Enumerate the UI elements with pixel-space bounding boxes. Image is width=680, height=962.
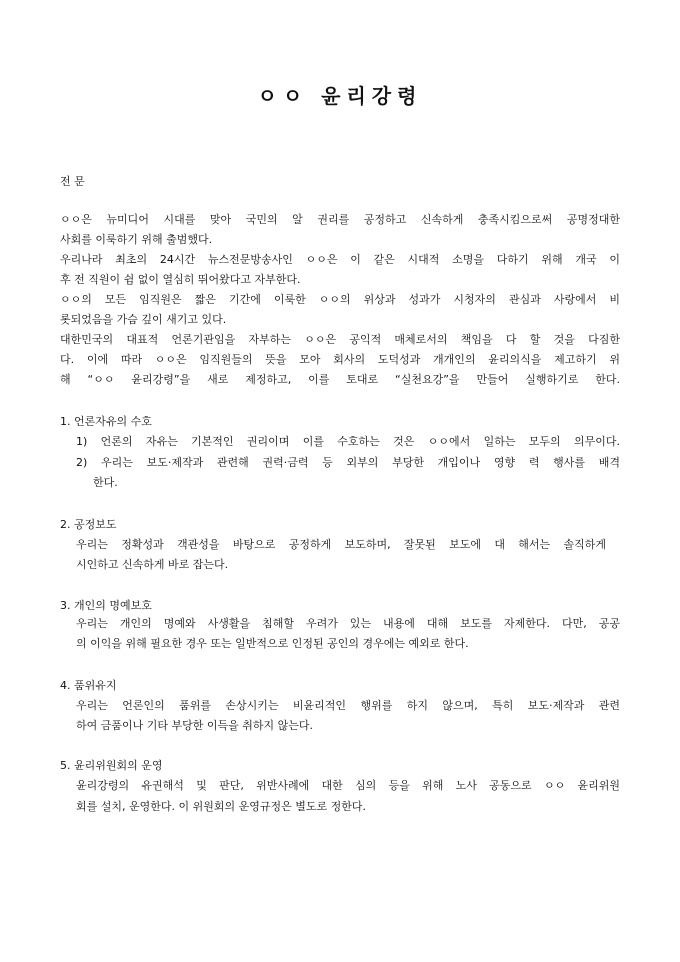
preamble-line: ㅇㅇ은 뉴미디어 시대를 맞아 국민의 알 권리를 공정하고 신속하게 충족시킴으로써 공명정대한 (60, 213, 620, 226)
section-line: 윤리강령의 유권해석 및 판단, 위반사례에 대한 심의 등을 위해 노사 공동으로 ㅇㅇ 윤리위원 (76, 779, 620, 792)
section-line: 우리는 정확성과 객관성을 바탕으로 공정하게 보도하며, 잘못된 보도에 대 해서는 솔직하게 (76, 538, 606, 551)
preamble-line: 해 “ㅇㅇ 윤리강령”을 새로 제정하고, 이를 토대로 “실천요강”을 만들어 실행하기로 한다. (60, 373, 620, 386)
section-heading: 1. 언론자유의 수호 (60, 415, 152, 428)
section-line: 1) 언론의 자유는 기본적인 권리이며 이를 수호하는 것은 ㅇㅇ에서 일하는 모두의 의무이다. (76, 435, 620, 448)
preamble-line: 대한민국의 대표적 언론기관임을 자부하는 ㅇㅇ은 공익적 매체로서의 책임을 다 할 것을 다짐한 (60, 333, 620, 346)
preamble-line: ㅇㅇ의 모든 임직원은 짧은 기간에 이룩한 ㅇㅇ의 위상과 성과가 시청자의 관심과 사랑에서 비 (60, 293, 620, 306)
section-heading: 3. 개인의 명예보호 (60, 599, 152, 612)
section-heading: 4. 품위유지 (60, 679, 117, 692)
preamble-line: 우리나라 최초의 24시간 뉴스전문방송사인 ㅇㅇ은 이 같은 시대적 소명을 다하기 위해 개국 이 (60, 253, 620, 266)
section-line: 2) 우리는 보도·제작과 관련해 권력·금력 등 외부의 부당한 개입이나 영향 력 행사를 배격 (76, 456, 620, 469)
preamble-heading: 전 문 (60, 175, 85, 188)
preamble-line: 롯되었음을 가슴 깊이 새기고 있다. (60, 313, 227, 326)
section-line: 우리는 개인의 명예와 사생활을 침해할 우려가 있는 내용에 대해 보도를 자제한다. 다만, 공공 (76, 617, 620, 630)
section-line: 의 이익을 위해 필요한 경우 또는 일반적으로 인정된 공인의 경우에는 예외로 한다. (76, 637, 469, 650)
section-line: 하여 금품이나 기타 부당한 이득을 취하지 않는다. (76, 719, 313, 732)
preamble-line: 후 전 직원이 쉼 없이 열심히 뛰어왔다고 자부한다. (60, 273, 301, 286)
preamble-line: 사회를 이룩하기 위해 출범했다. (60, 233, 213, 246)
section-heading: 2. 공정보도 (60, 518, 117, 531)
section-line: 회를 설치, 운영한다. 이 위원회의 운영규정은 별도로 정한다. (76, 800, 366, 813)
preamble-line: 다. 이에 따라 ㅇㅇ은 임직원들의 뜻을 모아 회사의 도덕성과 개개인의 윤리의식을 제고하기 위 (60, 353, 620, 366)
section-line: 시인하고 신속하게 바로 잡는다. (76, 558, 229, 571)
document-title: ㅇㅇ 윤리강령 (257, 84, 423, 108)
section-line: 한다. (93, 476, 118, 489)
section-heading: 5. 윤리위원회의 운영 (60, 759, 163, 772)
section-line: 우리는 언론인의 품위를 손상시키는 비윤리적인 행위를 하지 않으며, 특히 보도·제작과 관련 (76, 699, 620, 712)
